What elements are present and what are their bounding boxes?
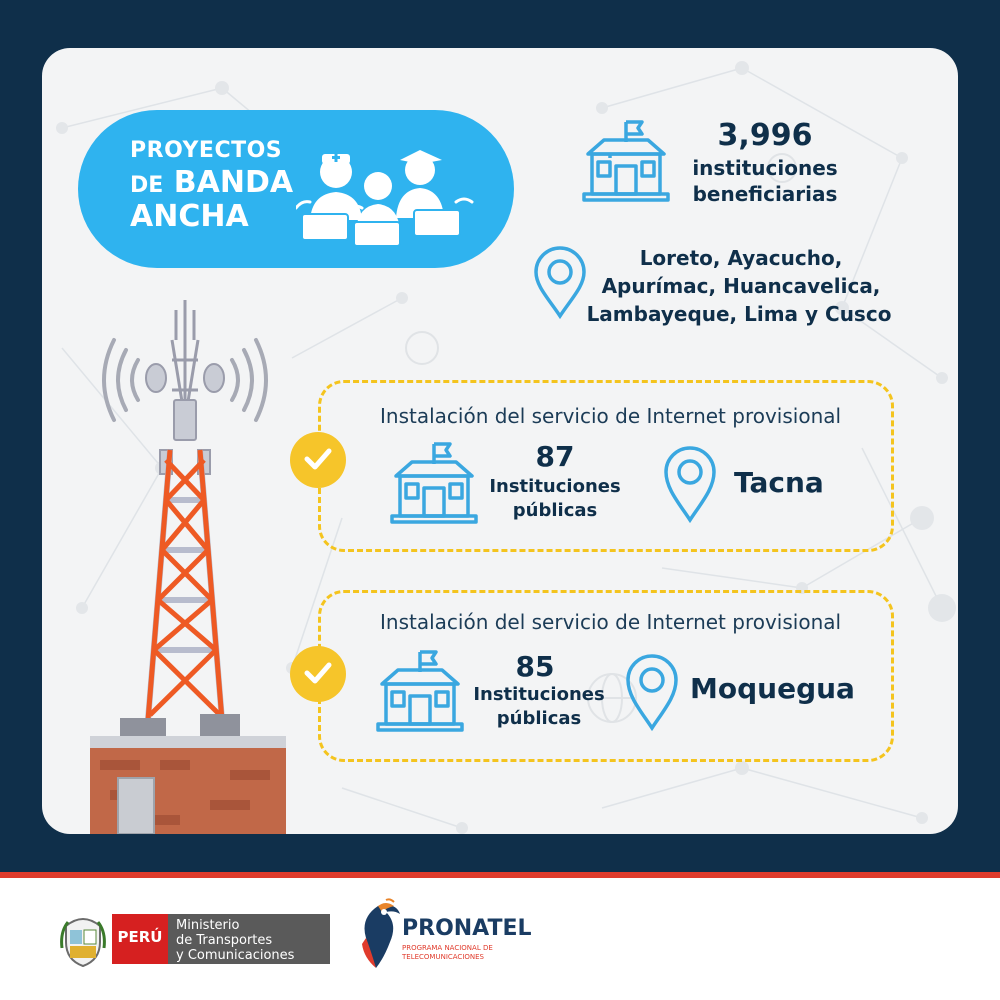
- summary-region-2: Apurímac, Huancavelica,: [601, 274, 881, 298]
- ministry-label-3: y Comunicaciones: [176, 948, 295, 963]
- school-icon: [580, 118, 672, 204]
- title-line-1: PROYECTOS: [130, 138, 283, 163]
- project-2-count: 85: [515, 650, 555, 683]
- pronatel-wordmark: PRONATEL: [402, 916, 532, 941]
- summary-label-1: instituciones: [692, 156, 838, 180]
- project-1-count: 87: [535, 440, 575, 473]
- pronatel-subtitle-2: TELECOMUNICACIONES: [402, 953, 485, 961]
- ministry-label-1: Ministerio: [176, 918, 240, 933]
- location-pin-icon: [662, 444, 718, 524]
- summary-region-3: Lambayeque, Lima y Cusco: [586, 302, 892, 326]
- project-2-label-2: públicas: [496, 708, 582, 729]
- check-icon: [290, 432, 346, 488]
- peru-label: PERÚ: [117, 928, 163, 946]
- check-icon: [290, 646, 346, 702]
- peru-coat-of-arms-logo: [60, 912, 106, 968]
- ministry-label-2: de Transportes: [176, 933, 273, 948]
- title-line-2: DE BANDA: [130, 165, 294, 200]
- project-2-title: Instalación del servicio de Internet provisional: [380, 610, 842, 634]
- footer: [0, 878, 1000, 1000]
- school-icon: [374, 648, 466, 734]
- project-1-label-2: públicas: [512, 500, 598, 521]
- project-1-label-1: Instituciones: [489, 476, 621, 497]
- telecom-tower-illustration: [90, 300, 310, 834]
- title-line-3: ANCHA: [130, 199, 249, 234]
- location-pin-icon: [624, 652, 680, 732]
- pronatel-subtitle-1: PROGRAMA NACIONAL DE: [402, 944, 493, 952]
- pronatel-bird-logo: [356, 898, 402, 970]
- summary-label-2: beneficiarias: [692, 182, 838, 206]
- project-1-title: Instalación del servicio de Internet provisional: [380, 404, 842, 428]
- summary-count: 3,996: [717, 118, 813, 153]
- people-with-laptops-icon: [296, 150, 476, 250]
- project-2-region: Moquegua: [690, 672, 855, 705]
- title-text: [130, 140, 293, 232]
- project-1-region: Tacna: [734, 466, 824, 499]
- project-2-label-1: Instituciones: [473, 684, 605, 705]
- summary-region-1: Loreto, Ayacucho,: [639, 246, 843, 270]
- school-icon: [388, 440, 480, 526]
- location-pin-icon: [532, 244, 588, 320]
- title-badge: [78, 110, 514, 268]
